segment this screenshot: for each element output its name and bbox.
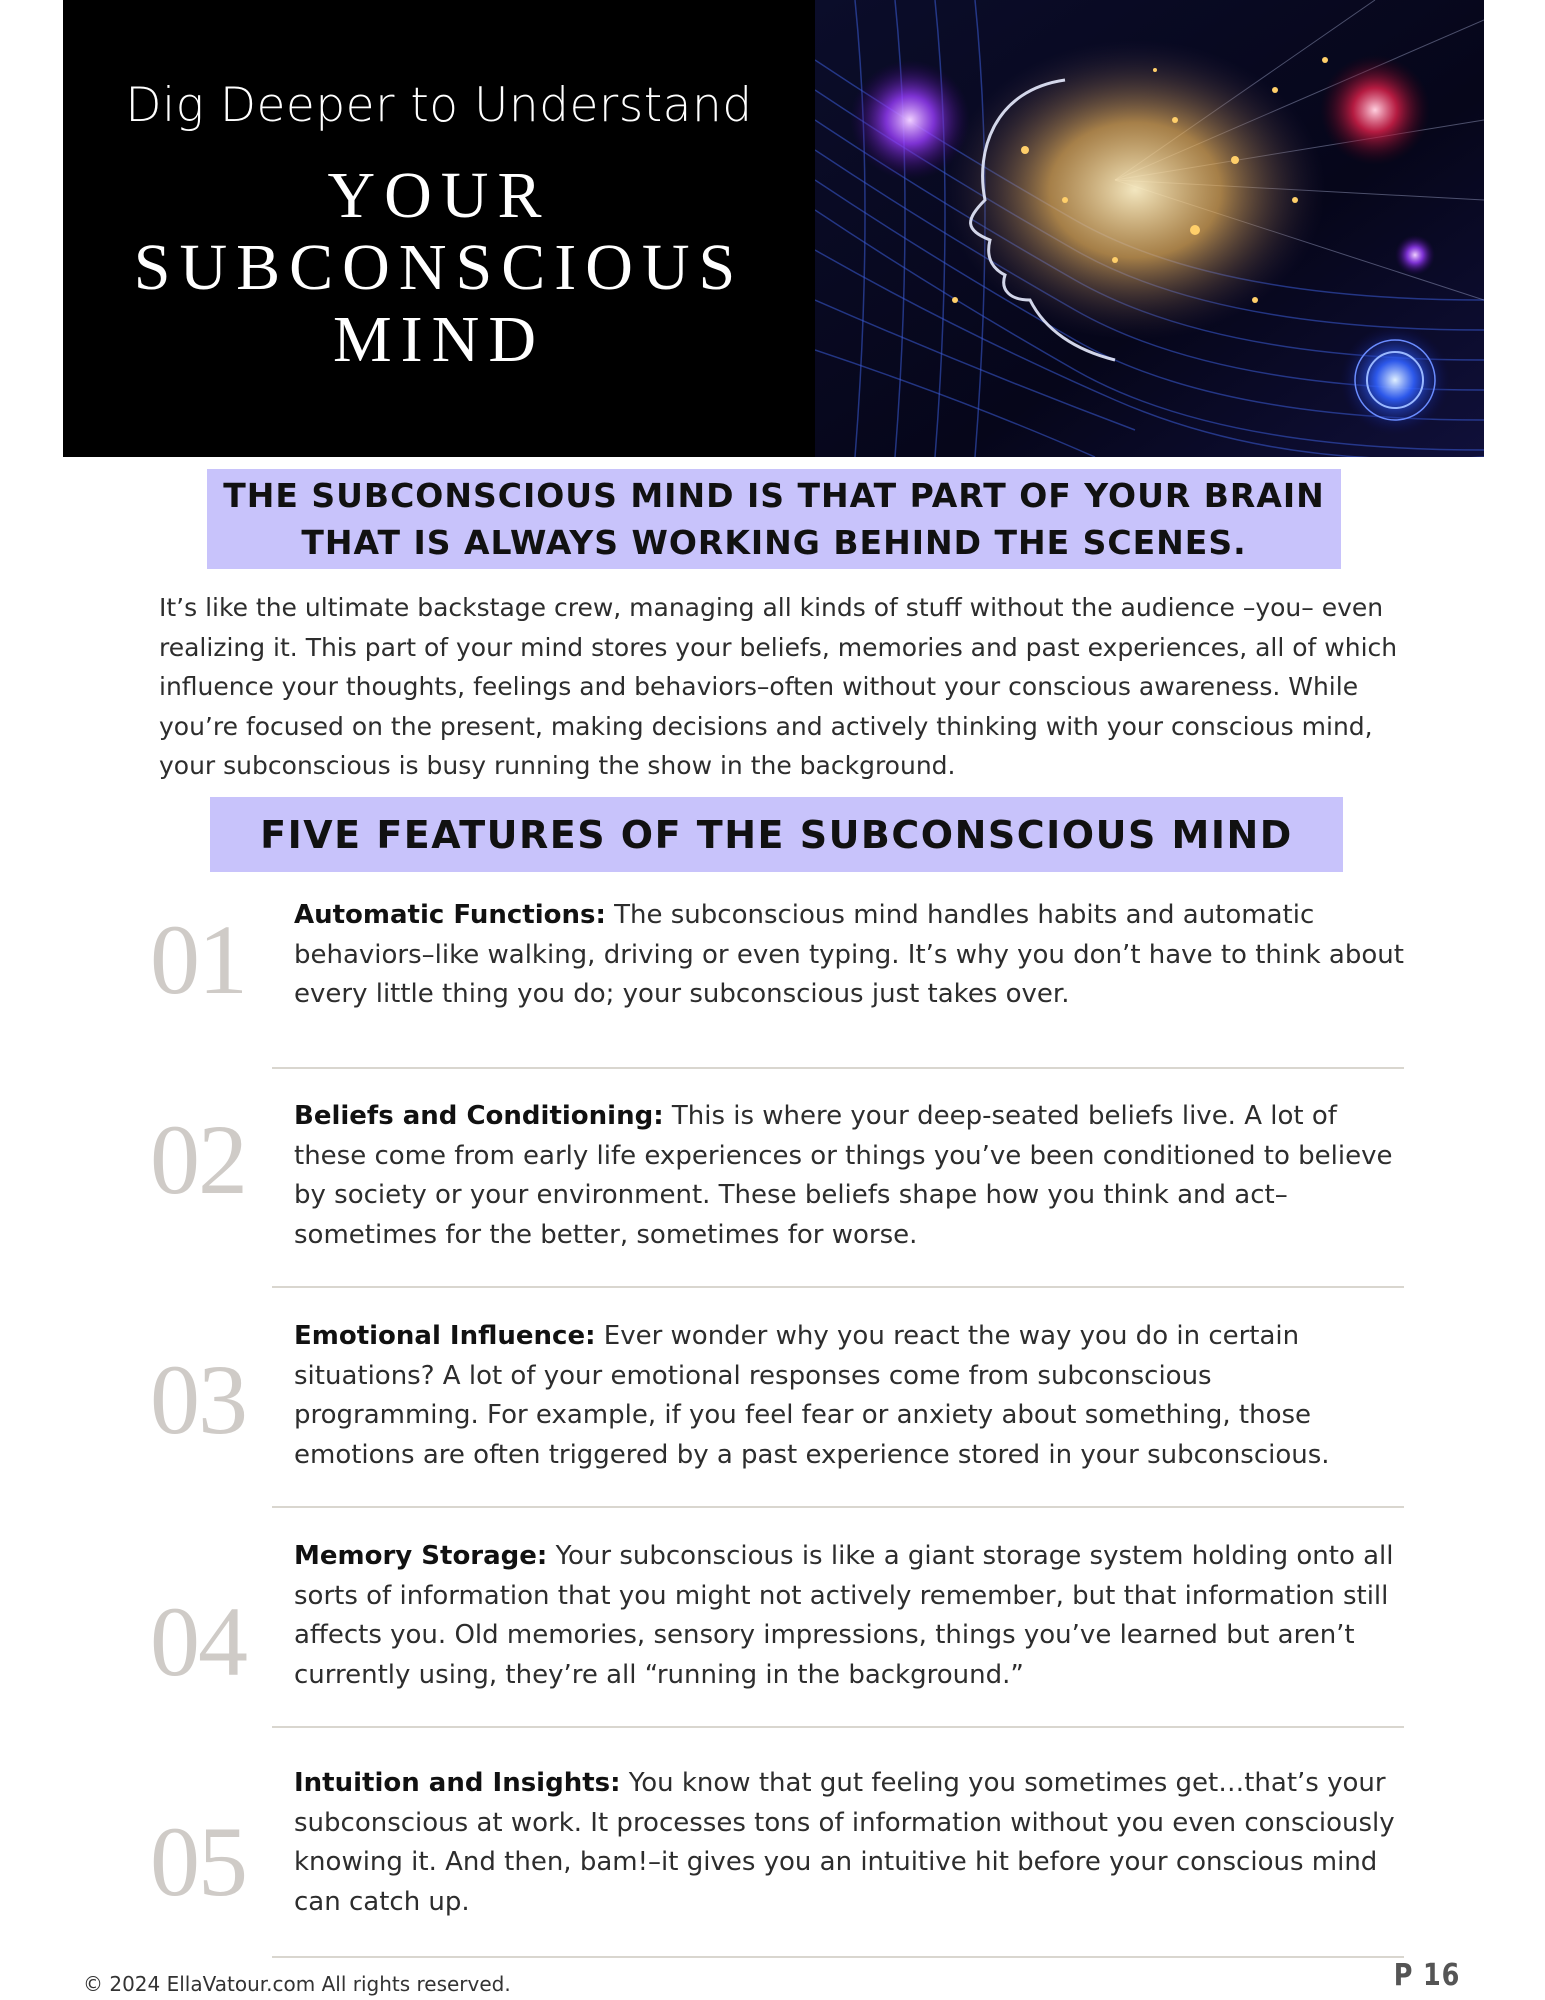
hero-text-block bbox=[63, 0, 815, 457]
page-number: P 16 bbox=[1393, 1958, 1460, 1993]
feature-body: You know that gut feeling you sometimes get…that’s your subconscious at work. It processes tons of information without you even consciously knowing it. And then, bam!–it gives you an intuitive hit before your conscious mind can catch up. bbox=[294, 1768, 1395, 1917]
feature-title: Automatic Functions: bbox=[294, 900, 606, 930]
hero-banner bbox=[63, 0, 1484, 457]
feature-title: Intuition and Insights: bbox=[294, 1768, 621, 1798]
feature-body: The subconscious mind handles habits and automatic behaviors–like walking, driving or even typing. It’s why you don’t have to think about every little thing you do; your subconscious just takes over. bbox=[294, 900, 1404, 1009]
divider bbox=[272, 1067, 1404, 1069]
feature-body: Your subconscious is like a giant storage system holding onto all sorts of information that you might not actively remember, but that information still affects you. Old memories, sensory impressions, things you’ve learned but aren’t currently using, they’re all “running in the background.” bbox=[294, 1541, 1394, 1690]
feature-text bbox=[294, 1317, 1404, 1475]
feature-number: 05 bbox=[150, 1806, 246, 1917]
brain-illustration bbox=[815, 0, 1484, 457]
feature-text bbox=[294, 1764, 1404, 1922]
divider bbox=[272, 1506, 1404, 1508]
divider bbox=[272, 1286, 1404, 1288]
hero-kicker: Dig Deeper to Understand bbox=[125, 78, 753, 133]
hero-title-line: SUBCONSCIOUS bbox=[133, 231, 745, 304]
feature-title: Beliefs and Conditioning: bbox=[294, 1101, 664, 1131]
feature-text bbox=[294, 1537, 1404, 1695]
section-heading: FIVE FEATURES OF THE SUBCONSCIOUS MIND bbox=[210, 797, 1343, 872]
callout-banner bbox=[207, 469, 1341, 569]
divider bbox=[272, 1956, 1404, 1958]
feature-text bbox=[294, 1097, 1404, 1255]
intro-paragraph: It’s like the ultimate backstage crew, managing all kinds of stuff without the audience –you– even realizing it. This part of your mind stores your beliefs, memories and past experiences, all of which influence your thoughts, feelings and behaviors–often without your conscious awareness. While you’re focused on the present, making decisions and actively thinking with your conscious mind, your subconscious is busy running the show in the background. bbox=[159, 593, 1398, 780]
divider bbox=[272, 1726, 1404, 1728]
feature-number: 04 bbox=[150, 1586, 246, 1697]
hero-title bbox=[63, 160, 815, 376]
feature-number: 01 bbox=[150, 904, 246, 1015]
feature-number: 02 bbox=[150, 1104, 246, 1215]
feature-body: Ever wonder why you react the way you do in certain situations? A lot of your emotional responses come from subconscious programming. For example, if you feel fear or anxiety about something, those emotions are often triggered by a past experience stored in your subconscious. bbox=[294, 1321, 1330, 1470]
feature-title: Memory Storage: bbox=[294, 1541, 548, 1571]
feature-body: This is where your deep-seated beliefs live. A lot of these come from early life experiences or things you’ve been conditioned to believe by society or your environment. These beliefs shape how you think and act–sometimes for the better, sometimes for worse. bbox=[294, 1101, 1393, 1250]
feature-title: Emotional Influence: bbox=[294, 1321, 596, 1351]
hero-title-line: YOUR bbox=[327, 159, 551, 232]
feature-number: 03 bbox=[150, 1344, 246, 1455]
callout-line: THE SUBCONSCIOUS MIND IS THAT PART OF YOUR BRAIN bbox=[223, 476, 1325, 515]
callout-line: THAT IS ALWAYS WORKING BEHIND THE SCENES. bbox=[301, 523, 1247, 562]
feature-text bbox=[294, 896, 1404, 1015]
copyright-text: © 2024 EllaVatour.com All rights reserved. bbox=[83, 1972, 511, 1996]
hero-title-line: MIND bbox=[333, 303, 545, 376]
